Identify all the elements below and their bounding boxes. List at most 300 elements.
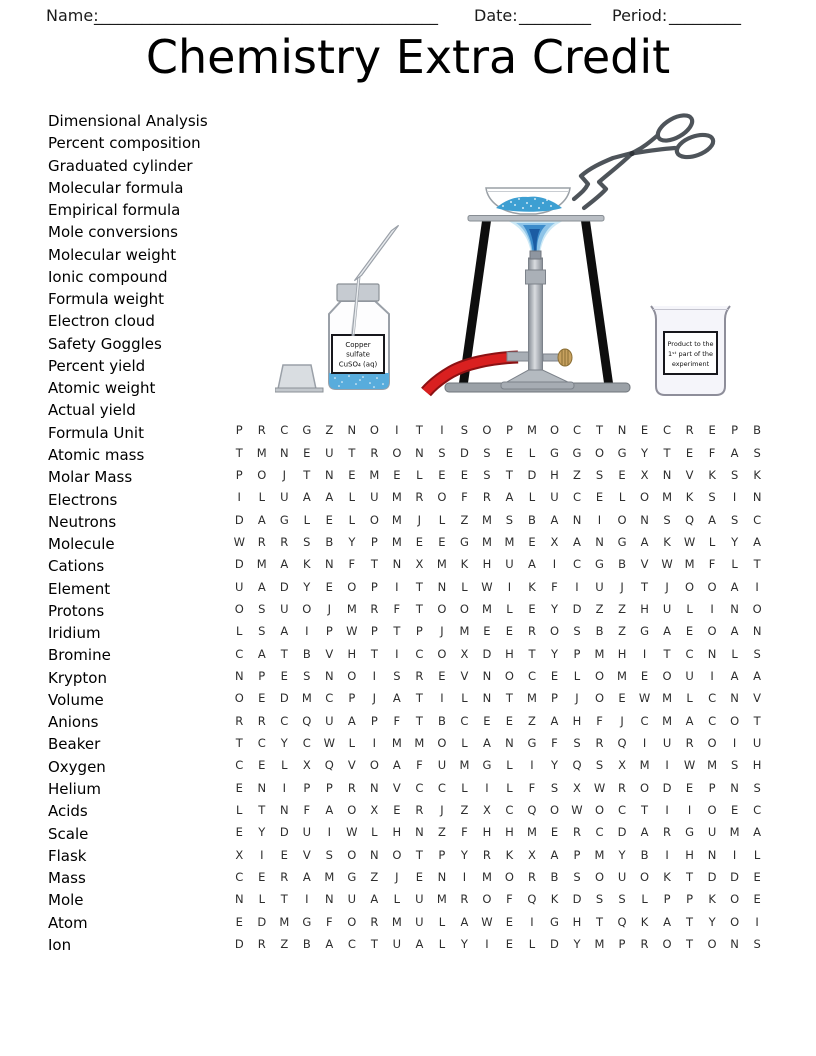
grid-letter: W [683,758,696,773]
grid-letter: Q [527,892,537,907]
grid-row [228,799,768,821]
grid-letter: Z [460,803,469,818]
grid-letter: T [303,467,311,482]
grid-letter: N [370,847,379,862]
grid-letter: T [415,691,423,706]
grid-letter: I [530,914,534,929]
grid-letter: J [620,579,624,594]
grid-letter: D [572,892,582,907]
word-item: Atom [48,913,88,932]
grid-letter: C [347,937,356,952]
grid-letter: W [481,914,493,929]
grid-letter: U [280,490,289,505]
name-label: Name: [46,6,99,25]
grid-letter: U [595,579,604,594]
grid-letter: B [550,870,559,885]
grid-letter: V [302,847,311,862]
grid-letter: N [482,691,492,706]
grid-letter: L [731,557,738,572]
grid-letter: M [481,601,492,616]
grid-letter: T [280,646,288,661]
grid-letter: M [639,758,650,773]
grid-letter: X [573,780,581,795]
grid-letter: A [550,847,559,862]
grid-letter: P [573,847,581,862]
grid-letter: P [438,847,446,862]
grid-letter: N [707,847,717,862]
word-item: Dimensional Analysis [48,112,208,130]
grid-row [228,709,768,731]
grid-letter: S [505,512,514,527]
grid-letter: P [325,780,333,795]
grid-letter: C [280,423,289,438]
grid-letter: O [549,624,559,639]
grid-letter: T [753,713,761,728]
grid-letter: R [370,445,379,460]
grid-letter: T [595,423,604,438]
beaker-icon [651,306,730,395]
grid-letter: S [573,624,581,639]
grid-letter: O [459,601,469,616]
grid-letter: R [370,914,379,929]
grid-letter: A [730,624,739,639]
grid-letter: L [236,803,243,818]
grid-letter: O [437,735,447,750]
grid-letter: T [235,735,243,750]
grid-letter: F [551,735,558,750]
grid-letter: J [665,579,669,594]
grid-letter: A [257,646,266,661]
grid-letter: L [258,892,265,907]
grid-row [228,598,768,620]
grid-letter: M [391,512,402,527]
chemistry-illustration [275,108,733,400]
grid-letter: L [506,758,513,773]
tongs-icon [574,110,716,208]
grid-letter: A [257,512,266,527]
word-item: Molecular formula [48,178,184,197]
grid-letter: H [392,825,402,840]
grid-letter: R [370,601,379,616]
grid-letter: A [370,892,379,907]
grid-row [228,464,768,486]
grid-letter: O [730,892,740,907]
grid-letter: S [730,467,739,482]
grid-letter: T [505,467,513,482]
word-item: Mole conversions [48,223,178,242]
grid-letter: E [325,579,333,594]
grid-letter: B [618,557,626,572]
grid-letter: I [485,937,489,952]
grid-letter: V [325,646,334,661]
grid-letter: I [732,847,737,862]
grid-letter: I [665,847,669,862]
grid-letter: E [685,780,694,795]
grid-letter: P [325,624,333,639]
grid-letter: P [663,892,671,907]
grid-letter: O [640,870,650,885]
word-item: Protons [48,601,105,620]
grid-letter: P [370,713,378,728]
period-blank[interactable]: _________ [669,6,741,25]
grid-letter: D [234,937,244,952]
word-item: Atomic weight [48,379,156,398]
grid-letter: S [573,735,581,750]
grid-letter: U [415,892,424,907]
grid-letter: Y [708,914,716,929]
grid-letter: R [280,870,289,885]
grid-letter: G [617,534,627,549]
grid-letter: F [303,803,311,818]
grid-letter: M [391,735,402,750]
grid-letter: M [729,825,740,840]
grid-letter: G [550,445,559,460]
grid-letter: T [415,601,423,616]
grid-letter: M [436,892,447,907]
grid-letter: L [461,735,468,750]
grid-letter: N [279,445,289,460]
grid-letter: K [528,579,536,594]
grid-row [228,844,768,866]
grid-letter: E [415,870,424,885]
grid-letter: E [618,467,626,482]
grid-letter: F [348,557,356,572]
grid-letter: M [436,557,447,572]
grid-letter: N [730,691,739,706]
grid-letter: S [663,512,671,527]
grid-letter: T [415,847,423,862]
grid-letter: O [504,668,514,683]
grid-letter: E [348,467,356,482]
grid-letter: H [752,758,762,773]
grid-letter: S [618,892,626,907]
grid-letter: Z [325,423,334,438]
grid-letter: T [348,445,356,460]
grid-letter: E [280,668,288,683]
word-item: Neutrons [48,512,117,531]
grid-letter: N [370,780,379,795]
grid-letter: N [415,445,424,460]
grid-letter: E [730,803,739,818]
grid-letter: L [438,512,446,527]
grid-letter: E [528,601,536,616]
grid-letter: D [617,825,627,840]
grid-letter: A [663,624,671,639]
grid-letter: Z [370,870,379,885]
grid-letter: T [415,713,423,728]
grid-letter: A [280,557,289,572]
grid-letter: R [527,870,536,885]
grid-letter: C [235,870,244,885]
grid-letter: Z [618,601,626,616]
grid-letter: G [347,870,357,885]
grid-letter: R [415,803,424,818]
grid-letter: Y [731,534,739,549]
grid-letter: I [507,579,512,594]
grid-letter: R [482,847,491,862]
grid-letter: D [550,937,559,952]
grid-letter: P [370,534,378,549]
grid-row [228,665,768,687]
air-valve-knob-icon [558,349,572,366]
date-label: Date: [474,6,518,25]
grid-letter: T [641,803,649,818]
grid-letter: T [641,579,649,594]
grid-letter: G [459,534,469,549]
grid-letter: S [753,445,761,460]
word-item: Mass [48,869,86,888]
grid-letter: H [505,825,514,840]
grid-letter: C [415,646,424,661]
grid-letter: C [280,713,289,728]
grid-letter: P [415,624,423,639]
grid-letter: I [597,512,602,527]
grid-letter: L [686,601,693,616]
page-title: Chemistry Extra Credit [145,30,671,84]
grid-letter: Z [280,937,289,952]
grid-letter: L [348,512,356,527]
grid-letter: P [235,423,243,438]
grid-letter: E [235,914,243,929]
name-blank[interactable]: ___________________________________________ [94,6,438,25]
grid-letter: R [640,937,649,952]
grid-letter: R [280,534,289,549]
grid-letter: P [505,423,513,438]
grid-letter: K [460,557,469,572]
grid-letter: U [415,914,424,929]
grid-letter: C [527,668,536,683]
grid-letter: H [550,467,559,482]
grid-letter: Y [280,735,288,750]
grid-letter: T [663,445,671,460]
grid-letter: A [753,668,762,683]
grid-letter: A [347,713,356,728]
grid-letter: T [686,914,694,929]
bottle-liquid [329,373,389,389]
grid-letter: I [552,557,557,572]
grid-letter: Q [685,512,695,527]
grid-letter: F [461,490,468,505]
grid-letter: M [594,847,605,862]
grid-letter: Y [348,534,356,549]
grid-row [228,866,768,888]
word-item: Beaker [48,735,101,754]
grid-letter: L [258,490,265,505]
grid-letter: B [640,847,649,862]
grid-letter: L [371,825,378,840]
grid-letter: S [595,892,604,907]
word-item: Molecule [48,535,115,554]
grid-letter: S [303,668,311,683]
grid-letter: O [369,512,379,527]
grid-letter: T [235,445,243,460]
word-item: Graduated cylinder [48,156,193,175]
grid-letter: Q [324,758,334,773]
grid-letter: N [257,780,267,795]
grid-letter: F [596,713,603,728]
grid-letter: I [530,758,534,773]
grid-letter: Y [550,758,558,773]
word-list [48,110,208,956]
grid-letter: O [662,937,672,952]
grid-letter: H [640,601,649,616]
grid-letter: X [460,646,469,661]
grid-letter: V [347,758,356,773]
grid-letter: A [415,937,424,952]
grid-letter: N [325,668,334,683]
grid-letter: C [572,490,581,505]
grid-letter: I [687,803,692,818]
grid-letter: A [640,534,649,549]
grid-letter: I [395,579,399,594]
grid-letter: O [617,512,627,527]
grid-letter: I [642,735,647,750]
grid-letter: O [594,870,605,885]
grid-letter: V [640,557,649,572]
grid-letter: L [438,914,446,929]
grid-letter: S [595,758,604,773]
grid-letter: F [708,557,716,572]
grid-letter: F [506,892,513,907]
grid-letter: L [348,735,356,750]
grid-letter: F [393,601,401,616]
grid-letter: B [302,646,311,661]
grid-letter: U [325,445,334,460]
grid-letter: M [459,758,470,773]
grid-letter: X [528,847,536,862]
grid-letter: M [617,668,627,683]
grid-letter: C [572,423,581,438]
grid-letter: T [280,892,288,907]
grid-letter: D [662,780,672,795]
grid-letter: E [640,423,649,438]
grid-letter: S [708,490,716,505]
grid-letter: Y [550,601,558,616]
grid-letter: A [505,490,514,505]
grid-letter: P [731,423,739,438]
grid-letter: L [236,624,243,639]
grid-letter: Y [573,937,581,952]
bottle-cap-icon [275,365,323,392]
grid-letter: O [347,579,357,594]
grid-letter: V [685,467,694,482]
grid-letter: X [370,803,379,818]
beaker-label-line3: experiment [671,360,710,368]
grid-letter: X [302,758,311,773]
grid-letter: R [257,937,266,952]
grid-letter: N [437,870,447,885]
word-item: Formula Unit [48,423,144,442]
grid-letter: D [257,914,267,929]
grid-letter: B [302,937,311,952]
grid-letter: S [595,467,604,482]
grid-letter: N [730,601,739,616]
grid-letter: I [327,825,332,840]
grid-letter: N [617,423,627,438]
grid-letter: L [753,847,761,862]
grid-letter: S [303,534,311,549]
grid-letter: A [325,803,334,818]
grid-letter: I [395,646,399,661]
grid-letter: H [347,646,357,661]
grid-letter: L [281,758,288,773]
grid-letter: R [347,780,356,795]
grid-letter: U [707,825,717,840]
grid-letter: C [437,780,446,795]
grid-letter: F [551,579,558,594]
grid-letter: I [710,601,714,616]
grid-letter: A [302,490,311,505]
grid-letter: L [641,892,648,907]
grid-letter: M [594,937,605,952]
date-blank[interactable]: _________ [519,6,591,25]
grid-letter: E [393,803,401,818]
grid-letter: G [302,423,312,438]
grid-letter: U [617,870,627,885]
grid-letter: F [461,825,468,840]
grid-letter: X [618,758,626,773]
grid-letter: T [393,624,401,639]
grid-letter: C [415,780,424,795]
grid-letter: A [550,512,559,527]
grid-row [228,754,768,776]
grid-letter: N [347,423,357,438]
grid-letter: N [752,490,762,505]
grid-letter: I [305,624,309,639]
grid-letter: M [707,758,718,773]
grid-letter: R [685,735,694,750]
grid-letter: K [303,557,311,572]
grid-letter: Z [573,467,581,482]
grid-letter: C [595,825,604,840]
grid-letter: H [482,557,492,572]
grid-letter: M [504,534,515,549]
grid-letter: R [482,490,491,505]
grid-letter: N [572,512,582,527]
grid-letter: O [685,579,695,594]
word-item: Anions [48,713,99,732]
grid-letter: H [482,825,492,840]
grid-letter: R [527,624,536,639]
grid-letter: L [528,937,536,952]
grid-letter: G [527,735,537,750]
word-item: Molar Mass [48,468,133,487]
word-item: Actual yield [48,401,136,420]
grid-letter: P [370,579,378,594]
grid-letter: S [393,668,401,683]
grid-letter: X [235,847,244,862]
grid-letter: N [325,467,334,482]
grid-letter: K [708,892,716,907]
grid-letter: U [550,490,559,505]
grid-letter: F [528,780,536,795]
grid-letter: I [260,847,264,862]
grid-letter: S [753,780,761,795]
grid-letter: X [415,557,424,572]
grid-letter: R [415,668,424,683]
grid-letter: N [325,892,334,907]
grid-row [228,575,768,597]
grid-letter: T [753,557,761,572]
grid-letter: E [618,691,626,706]
word-item: Iridium [48,624,101,643]
grid-letter: I [755,579,759,594]
grid-letter: B [325,534,334,549]
grid-letter: Y [460,847,468,862]
grid-letter: U [235,579,244,594]
grid-letter: M [662,490,673,505]
grid-letter: M [391,534,402,549]
